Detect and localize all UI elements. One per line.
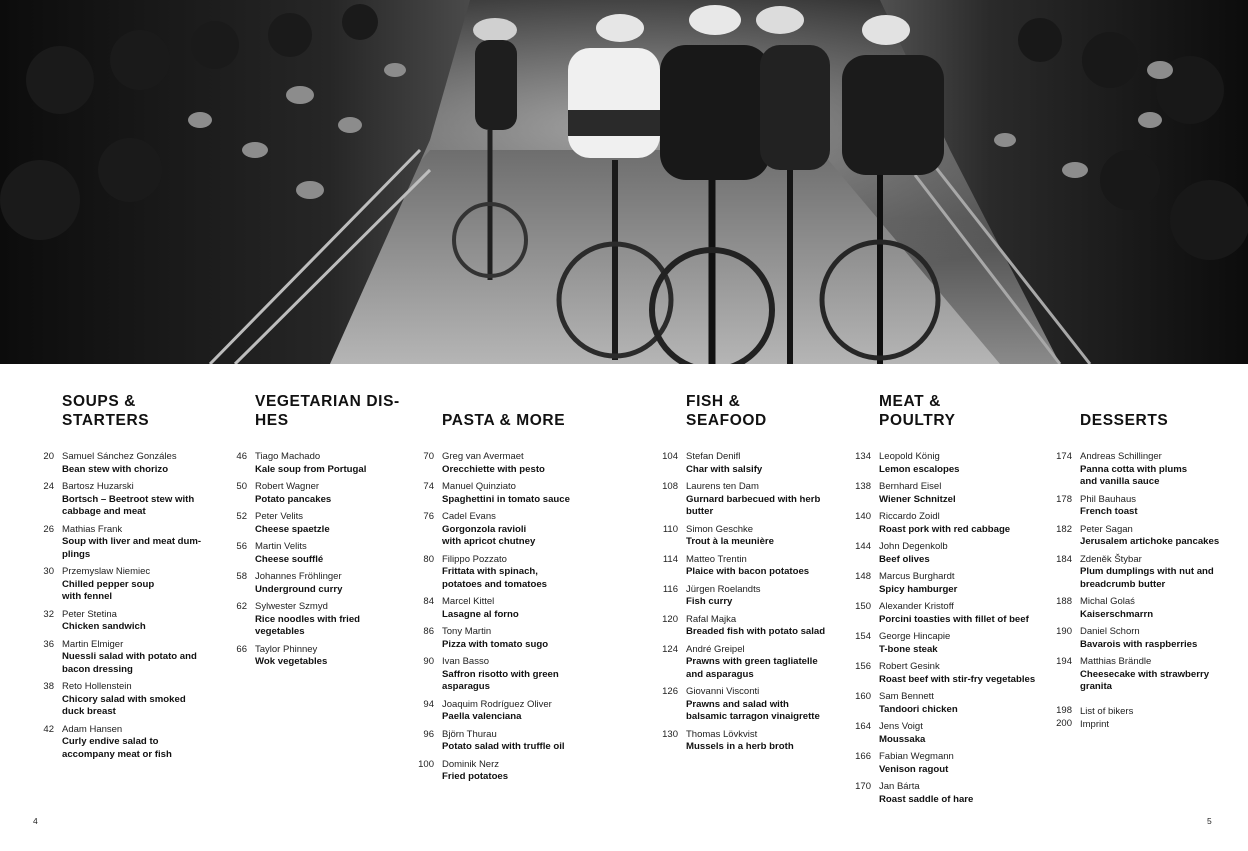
- recipe-entry: [423, 596, 570, 621]
- recipe-entry: [43, 681, 201, 719]
- rider-name: Martin Velits: [255, 541, 307, 552]
- recipe-title: Tandoori chicken: [879, 703, 958, 715]
- section-title: PASTA & MORE: [442, 412, 566, 429]
- recipe-entry: [855, 661, 1036, 686]
- recipe-title: Spaghettini in tomato sauce: [442, 493, 570, 505]
- page-number: 110: [662, 523, 678, 535]
- page-number: 144: [855, 541, 871, 552]
- page-number: 66: [236, 643, 247, 655]
- appendix-entry: [1056, 717, 1219, 731]
- recipe-title: Panna cotta with plums and vanilla sauce: [1080, 463, 1188, 487]
- page-number: 58: [236, 571, 247, 582]
- recipe-entry: [855, 481, 1035, 506]
- recipe-title: Beef olives: [879, 553, 930, 565]
- recipe-list: [43, 451, 202, 761]
- recipe-entry: [43, 523, 202, 562]
- page-number: 124: [662, 643, 678, 655]
- recipe-list: [236, 451, 400, 669]
- rider-name: Mathias Frank: [62, 523, 123, 535]
- recipe-title: Nuessli salad with potato and bacon dressing: [62, 651, 197, 675]
- recipe-title: Kaiserschmarrn: [1080, 608, 1154, 620]
- page-number: 36: [43, 638, 54, 650]
- section-title: MEAT & POULTRY: [879, 393, 956, 429]
- rider-name: Michal Golaś: [1080, 596, 1135, 607]
- recipe-title: Bean stew with chorizo: [62, 463, 169, 475]
- recipe-entry: [43, 566, 201, 604]
- recipe-entry: [1056, 493, 1219, 519]
- rider-name: Greg van Avermaet: [442, 451, 524, 462]
- page-number: 166: [855, 751, 871, 762]
- rider-name: Manuel Quinziato: [442, 481, 516, 492]
- rider-name: Bartosz Huzarski: [62, 481, 134, 492]
- page-number: 94: [423, 698, 434, 710]
- page-number: 80: [423, 553, 434, 565]
- rider-name: Tony Martin: [442, 626, 492, 637]
- recipe-title: Fried potatoes: [442, 771, 509, 782]
- recipe-title: Curly endive salad to accompany meat or fish: [62, 736, 172, 760]
- rider-name: Adam Hansen: [62, 723, 123, 735]
- rider-name: Matteo Trentin: [686, 553, 747, 565]
- appendix-entry: [1056, 704, 1219, 718]
- recipe-title: Wok vegetables: [255, 656, 328, 667]
- appendix-label: Imprint: [1080, 718, 1110, 730]
- recipe-title: Prawns and salad with balsamic tarragon vinaigrette: [686, 698, 820, 722]
- rider-name: Stefan Denifl: [686, 451, 741, 462]
- rider-name: Andreas Schillinger: [1080, 451, 1162, 462]
- page-number: 32: [43, 608, 54, 620]
- recipe-title: T-bone steak: [879, 643, 938, 655]
- rider-name: Thomas Lövkvist: [686, 728, 758, 740]
- recipe-title: Cheesecake with strawberry granita: [1080, 668, 1210, 692]
- recipe-entry: [423, 481, 570, 506]
- recipe-title: Underground curry: [255, 583, 343, 595]
- page-number: 134: [855, 451, 871, 462]
- recipe-title: Pizza with tomato sugo: [442, 638, 549, 650]
- page-number: 30: [43, 566, 54, 577]
- recipe-title: Plaice with bacon potatoes: [686, 566, 810, 577]
- recipe-entry: [236, 643, 400, 669]
- section-title: VEGETARIAN DIS- HES: [255, 393, 400, 429]
- rider-name: Sam Bennett: [879, 691, 934, 702]
- recipe-entry: [662, 481, 825, 519]
- recipe-title: Roast saddle of hare: [879, 793, 974, 805]
- page-number: 86: [423, 626, 434, 637]
- recipe-entry: [1056, 626, 1219, 651]
- rider-name: John Degenkolb: [879, 541, 948, 552]
- recipe-entry: [236, 601, 400, 639]
- recipe-entry: [855, 631, 1035, 656]
- recipe-entry: [236, 511, 400, 536]
- section-fish: [662, 390, 826, 759]
- recipe-entry: [236, 451, 400, 476]
- page-number: 188: [1056, 596, 1072, 607]
- recipe-title: Bavarois with raspberries: [1080, 638, 1198, 650]
- page-number: 52: [236, 511, 247, 522]
- recipe-title: French toast: [1080, 506, 1138, 517]
- recipe-list: [418, 451, 570, 784]
- section-pasta: [418, 390, 570, 789]
- page-number: 184: [1056, 553, 1072, 565]
- recipe-entry: [662, 523, 825, 549]
- recipe-title: Prawns with green tagliatelle and asparagus: [686, 656, 818, 680]
- recipe-entry: [43, 723, 201, 762]
- page-number: 148: [855, 571, 871, 582]
- recipe-entry: [855, 601, 1035, 626]
- section-title: FISH & SEAFOOD: [686, 393, 767, 429]
- rider-name: Jan Bárta: [879, 781, 920, 792]
- page-number: 56: [236, 541, 247, 552]
- recipe-entry: [855, 721, 1035, 746]
- recipe-title: Bortsch – Beetroot stew with cabbage and meat: [62, 493, 195, 517]
- recipe-title: Plum dumplings with nut and breadcrumb butter: [1080, 566, 1214, 590]
- rider-name: Marcus Burghardt: [879, 571, 955, 582]
- recipe-title: Paella valenciana: [442, 711, 522, 722]
- rider-name: Jürgen Roelandts: [686, 583, 761, 595]
- recipe-entry: [43, 451, 201, 476]
- rider-name: Przemyslaw Niemiec: [62, 566, 151, 577]
- recipe-entry: [236, 481, 400, 506]
- page-number: 164: [855, 721, 871, 732]
- recipe-entry: [662, 553, 825, 579]
- rider-name: Fabian Wegmann: [879, 751, 954, 762]
- recipe-title: Lasagne al forno: [442, 608, 519, 620]
- page-number: 104: [662, 451, 678, 462]
- page-number: 174: [1056, 451, 1072, 462]
- recipe-entry: [423, 698, 570, 724]
- section-title: SOUPS & STARTERS: [62, 393, 150, 429]
- page-number: 84: [423, 596, 434, 607]
- recipe-entry: [423, 626, 570, 651]
- recipe-list: [855, 451, 1036, 806]
- page-number-left: 4: [33, 816, 38, 826]
- page-number: 170: [855, 781, 871, 792]
- recipe-title: Chilled pepper soup with fennel: [62, 578, 155, 602]
- recipe-title: Chicken sandwich: [62, 621, 146, 632]
- page-number: 150: [855, 601, 871, 612]
- recipe-entry: [855, 751, 1035, 776]
- rider-name: Ivan Basso: [442, 656, 489, 667]
- rider-name: Robert Gesink: [879, 661, 940, 672]
- page-number: 20: [43, 451, 54, 462]
- recipe-title: Breaded fish with potato salad: [686, 626, 826, 637]
- recipe-title: Frittata with spinach, potatoes and tomatoes: [442, 566, 548, 590]
- rider-name: Jens Voigt: [879, 721, 923, 732]
- recipe-entry: [1056, 553, 1219, 592]
- page-number: 76: [423, 511, 434, 522]
- page-number: 74: [423, 481, 434, 492]
- page-number: 120: [662, 613, 678, 625]
- recipe-title: Soup with liver and meat dum- plings: [62, 536, 202, 560]
- recipe-list: [662, 451, 826, 754]
- page-number: 138: [855, 481, 871, 492]
- recipe-title: Trout à la meunière: [686, 536, 774, 547]
- rider-name: Peter Velits: [255, 511, 304, 522]
- page-number: 200: [1056, 717, 1072, 729]
- page-number: 24: [43, 481, 54, 492]
- recipe-entry: [236, 541, 400, 566]
- rider-name: Robert Wagner: [255, 481, 320, 492]
- recipe-entry: [662, 686, 825, 724]
- recipe-title: Mussels in a herb broth: [686, 741, 794, 752]
- recipe-entry: [662, 451, 825, 476]
- recipe-entry: [855, 571, 1035, 596]
- rider-name: Reto Hollenstein: [62, 681, 132, 692]
- rider-name: Giovanni Visconti: [686, 686, 760, 697]
- recipe-title: Rice noodles with fried vegetables: [255, 613, 361, 637]
- rider-name: Martin Elmiger: [62, 638, 124, 650]
- rider-name: Dominik Nerz: [442, 758, 500, 770]
- page-number: 50: [236, 481, 247, 492]
- page-number: 108: [662, 481, 678, 492]
- recipe-entry: [662, 583, 825, 609]
- rider-name: Alexander Kristoff: [879, 601, 954, 612]
- rider-name: George Hincapie: [879, 631, 951, 642]
- rider-name: Johannes Fröhlinger: [255, 571, 342, 582]
- appendix-list: [1056, 704, 1219, 731]
- rider-name: Zdeněk Štybar: [1080, 553, 1142, 565]
- recipe-entry: [662, 613, 826, 639]
- page-number: 130: [662, 728, 678, 740]
- recipe-title: Wiener Schnitzel: [879, 493, 956, 505]
- recipe-entry: [855, 691, 1035, 716]
- recipe-entry: [855, 781, 1035, 806]
- rider-name: Rafal Majka: [686, 613, 737, 625]
- recipe-title: Porcini toasties with fillet of beef: [879, 613, 1029, 625]
- page-number: 126: [662, 686, 678, 697]
- page-number: 90: [423, 656, 434, 667]
- recipe-title: Gurnard barbecued with herb butter: [686, 493, 821, 517]
- cyclists-peloton-photo: [0, 0, 1248, 364]
- page-number: 182: [1056, 523, 1072, 535]
- page-number: 194: [1056, 656, 1072, 667]
- rider-name: Matthias Brändle: [1080, 656, 1152, 667]
- rider-name: Marcel Kittel: [442, 596, 495, 607]
- section-desserts: [1056, 390, 1220, 731]
- recipe-entry: [855, 451, 1035, 476]
- recipe-entry: [855, 511, 1035, 536]
- page-number: 100: [418, 758, 434, 770]
- page-number: 198: [1056, 704, 1072, 716]
- rider-name: Sylwester Szmyd: [255, 601, 328, 612]
- recipe-entry: [855, 541, 1035, 566]
- recipe-entry: [423, 451, 570, 476]
- recipe-entry: [418, 758, 570, 784]
- page-number: 42: [43, 723, 54, 735]
- page-number: 116: [662, 583, 678, 595]
- recipe-entry: [43, 481, 201, 519]
- page-number-right: 5: [1207, 816, 1212, 826]
- recipe-title: Lemon escalopes: [879, 463, 960, 475]
- recipe-title: Saffron risotto with green asparagus: [442, 668, 559, 692]
- page-number: 26: [43, 523, 54, 535]
- rider-name: Laurens ten Dam: [686, 481, 759, 492]
- rider-name: Simon Geschke: [686, 523, 754, 535]
- page-number: 38: [43, 681, 54, 692]
- rider-name: Samuel Sánchez Gonzáles: [62, 451, 177, 462]
- page-number: 154: [855, 631, 871, 642]
- recipe-entry: [1056, 523, 1220, 549]
- page-number: 156: [855, 661, 871, 672]
- rider-name: Phil Bauhaus: [1080, 493, 1136, 505]
- recipe-entry: [1056, 656, 1219, 694]
- rider-name: Tiago Machado: [255, 451, 321, 462]
- page-number: 70: [423, 451, 434, 462]
- recipe-entry: [662, 728, 825, 754]
- page-number: 140: [855, 511, 871, 522]
- recipe-entry: [423, 511, 570, 549]
- recipe-title: Moussaka: [879, 733, 926, 745]
- page-number: 46: [236, 451, 247, 462]
- page-number: 190: [1056, 626, 1072, 637]
- recipe-entry: [43, 608, 201, 634]
- rider-name: Filippo Pozzato: [442, 553, 507, 565]
- recipe-title: Cheese spaetzle: [255, 523, 330, 535]
- page-number: 178: [1056, 493, 1072, 505]
- rider-name: Riccardo Zoidl: [879, 511, 940, 522]
- rider-name: Björn Thurau: [442, 728, 497, 740]
- rider-name: Daniel Schorn: [1080, 626, 1140, 637]
- recipe-title: Fish curry: [686, 596, 733, 607]
- recipe-list: [1056, 451, 1220, 694]
- section-title: DESSERTS: [1080, 412, 1169, 429]
- recipe-title: Spicy hamburger: [879, 583, 958, 595]
- rider-name: Leopold König: [879, 451, 940, 462]
- rider-name: Joaquim Rodríguez Oliver: [442, 698, 552, 710]
- recipe-entry: [423, 728, 570, 754]
- recipe-entry: [1056, 596, 1219, 621]
- recipe-title: Cheese soufflé: [255, 553, 324, 565]
- page-number: 96: [423, 728, 434, 740]
- recipe-entry: [423, 553, 570, 592]
- section-meat: [855, 390, 1036, 811]
- recipe-title: Kale soup from Portugal: [255, 463, 367, 475]
- page-number: 114: [662, 553, 678, 565]
- rider-name: Bernhard Eisel: [879, 481, 942, 492]
- recipe-title: Potato salad with truffle oil: [442, 741, 565, 752]
- recipe-title: Char with salsify: [686, 463, 763, 475]
- recipe-title: Orecchiette with pesto: [442, 463, 545, 475]
- section-vegetarian: [236, 390, 400, 674]
- recipe-entry: [423, 656, 570, 694]
- recipe-entry: [1056, 451, 1219, 489]
- rider-name: Peter Sagan: [1080, 523, 1133, 535]
- recipe-title: Roast pork with red cabbage: [879, 523, 1011, 535]
- recipe-title: Gorgonzola ravioli with apricot chutney: [442, 523, 536, 547]
- recipe-entry: [236, 571, 400, 596]
- section-soups: [43, 390, 202, 766]
- rider-name: Taylor Phinney: [255, 643, 318, 655]
- recipe-entry: [662, 643, 825, 682]
- recipe-entry: [43, 638, 201, 677]
- page-number: 62: [236, 601, 247, 612]
- rider-name: Peter Stetina: [62, 608, 117, 620]
- recipe-title: Jerusalem artichoke pancakes: [1080, 536, 1220, 547]
- rider-name: André Greipel: [686, 643, 745, 655]
- rider-name: Cadel Evans: [442, 511, 496, 522]
- recipe-title: Venison ragout: [879, 763, 949, 775]
- recipe-title: Chicory salad with smoked duck breast: [62, 693, 186, 717]
- appendix-label: List of bikers: [1080, 705, 1134, 717]
- recipe-title: Roast beef with stir-fry vegetables: [879, 673, 1036, 685]
- recipe-title: Potato pancakes: [255, 493, 332, 505]
- page-number: 160: [855, 691, 871, 702]
